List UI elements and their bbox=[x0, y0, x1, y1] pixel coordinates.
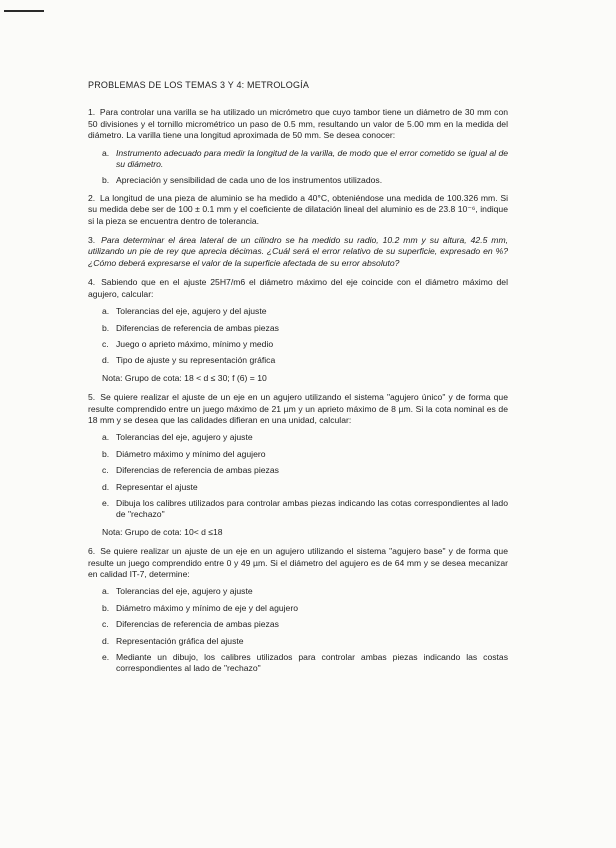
sub-question: a. Tolerancias del eje, agujero y ajuste bbox=[102, 586, 253, 597]
problem-statement: La longitud de una pieza de aluminio se ha medido a 40°C, obteniéndose una medida de 100.326 mm. Si su medida debe ser de 100 ± 0.1 mm y el coeficiente de dilatación lineal del aluminio es de 23.8 10⁻⁶, indique si la pieza se encuentra dentro de tolerancia. bbox=[88, 192, 509, 226]
sub-question: a. Tolerancias del eje, agujero y ajuste bbox=[102, 432, 253, 443]
note: Nota: Grupo de cota: 18 < d ≤ 30; f (6) = 10 bbox=[102, 372, 267, 383]
sub-question: b. Diámetro máximo y mínimo del agujero bbox=[102, 448, 266, 459]
problem-6 bbox=[88, 546, 508, 675]
problem-number: 5. bbox=[88, 392, 96, 403]
sub-question: a. Tolerancias del eje, agujero y del ajuste bbox=[102, 306, 267, 317]
scan-edge-mark bbox=[4, 10, 44, 12]
problem-statement: Para determinar el área lateral de un cilindro se ha medido su radio, 10.2 mm y su altura, 42.5 mm, utilizando un pie de rey que aprecia décimas. ¿Cuál será el error relativo de su superficie, expresado en %? ¿Cómo deberá expresarse el valor de la superficie afectada de su error absoluto? bbox=[88, 235, 509, 268]
problem-statement: Sabiendo que en el ajuste 25H7/m6 el diámetro máximo del eje coincide con el diámetro máximo del agujero, calcular: bbox=[88, 277, 508, 299]
problem-statement: Para controlar una varilla se ha utilizado un micrómetro que cuyo tambor tiene un diámetro de 30 mm con 50 divisiones y el tornillo micrométrico un paso de 0.5 mm, resultando un valor de 5.00 mm en la medida del diámetro. La varilla tiene una longitud aproximada de 50 mm. Se desea conocer: bbox=[88, 107, 508, 141]
problem-statement: Se quiere realizar un ajuste de un eje en un agujero utilizando el sistema "agujero base" y de forma que resulte un juego comprendido entre 0 y 49 µm. Si el diámetro del agujero es de 64 mm y se desea mecanizar en calidad IT-7, determine: bbox=[88, 546, 508, 579]
sub-question: d. Representar el ajuste bbox=[102, 481, 198, 492]
page-title: PROBLEMAS DE LOS TEMAS 3 Y 4: METROLOGÍA bbox=[88, 80, 310, 90]
problem-number: 4. bbox=[88, 277, 96, 288]
document-page bbox=[88, 80, 508, 681]
problem-1 bbox=[88, 107, 508, 186]
sub-question-list bbox=[88, 148, 508, 187]
sub-question: c. Diferencias de referencia de ambas piezas bbox=[102, 619, 279, 630]
problem-5 bbox=[88, 392, 508, 538]
sub-question: c. Juego o aprieto máximo, mínimo y medio bbox=[102, 338, 274, 349]
problem-number: 1. bbox=[88, 107, 96, 118]
problem-2 bbox=[88, 193, 508, 227]
note: Nota: Grupo de cota: 10< d ≤18 bbox=[102, 526, 223, 537]
sub-question: d. Representación gráfica del ajuste bbox=[102, 635, 244, 646]
sub-question: b. Diámetro máximo y mínimo de eje y del agujero bbox=[102, 602, 298, 613]
problem-number: 2. bbox=[88, 192, 96, 203]
sub-question: c. Diferencias de referencia de ambas piezas bbox=[102, 465, 279, 476]
sub-question: d. Tipo de ajuste y su representación gráfica bbox=[102, 355, 276, 366]
problem-number: 3. bbox=[88, 235, 96, 246]
sub-question: e. Dibuja los calibres utilizados para controlar ambas piezas indicando las cotas correspondientes al lado de "rechazo" bbox=[102, 497, 508, 520]
sub-question: b. Apreciación y sensibilidad de cada uno de los instrumentos utilizados. bbox=[102, 175, 383, 186]
sub-question: b. Diferencias de referencia de ambas piezas bbox=[102, 322, 279, 333]
sub-question-list bbox=[88, 432, 508, 520]
sub-question: e. Mediante un dibujo, los calibres utilizados para controlar ambas piezas indicando las costas correspondientes al lado de "rechazo" bbox=[102, 652, 508, 674]
problem-statement: Se quiere realizar el ajuste de un eje en un agujero utilizando el sistema "agujero único" y de forma que resulte comprendido entre un juego máximo de 21 µm y un aprieto máximo de 8 µm. Si la cota nominal es de 18 mm y se desea que las calidades difieran en una unidad, calcular: bbox=[88, 392, 508, 425]
problem-3 bbox=[88, 235, 508, 269]
problem-number: 6. bbox=[88, 546, 96, 557]
sub-question-list bbox=[88, 306, 508, 367]
problem-4 bbox=[88, 277, 508, 384]
sub-question-list bbox=[88, 586, 508, 674]
sub-question: a. Instrumento adecuado para medir la longitud de la varilla, de modo que el error cometido se igual al de su diámetro. bbox=[102, 147, 508, 170]
